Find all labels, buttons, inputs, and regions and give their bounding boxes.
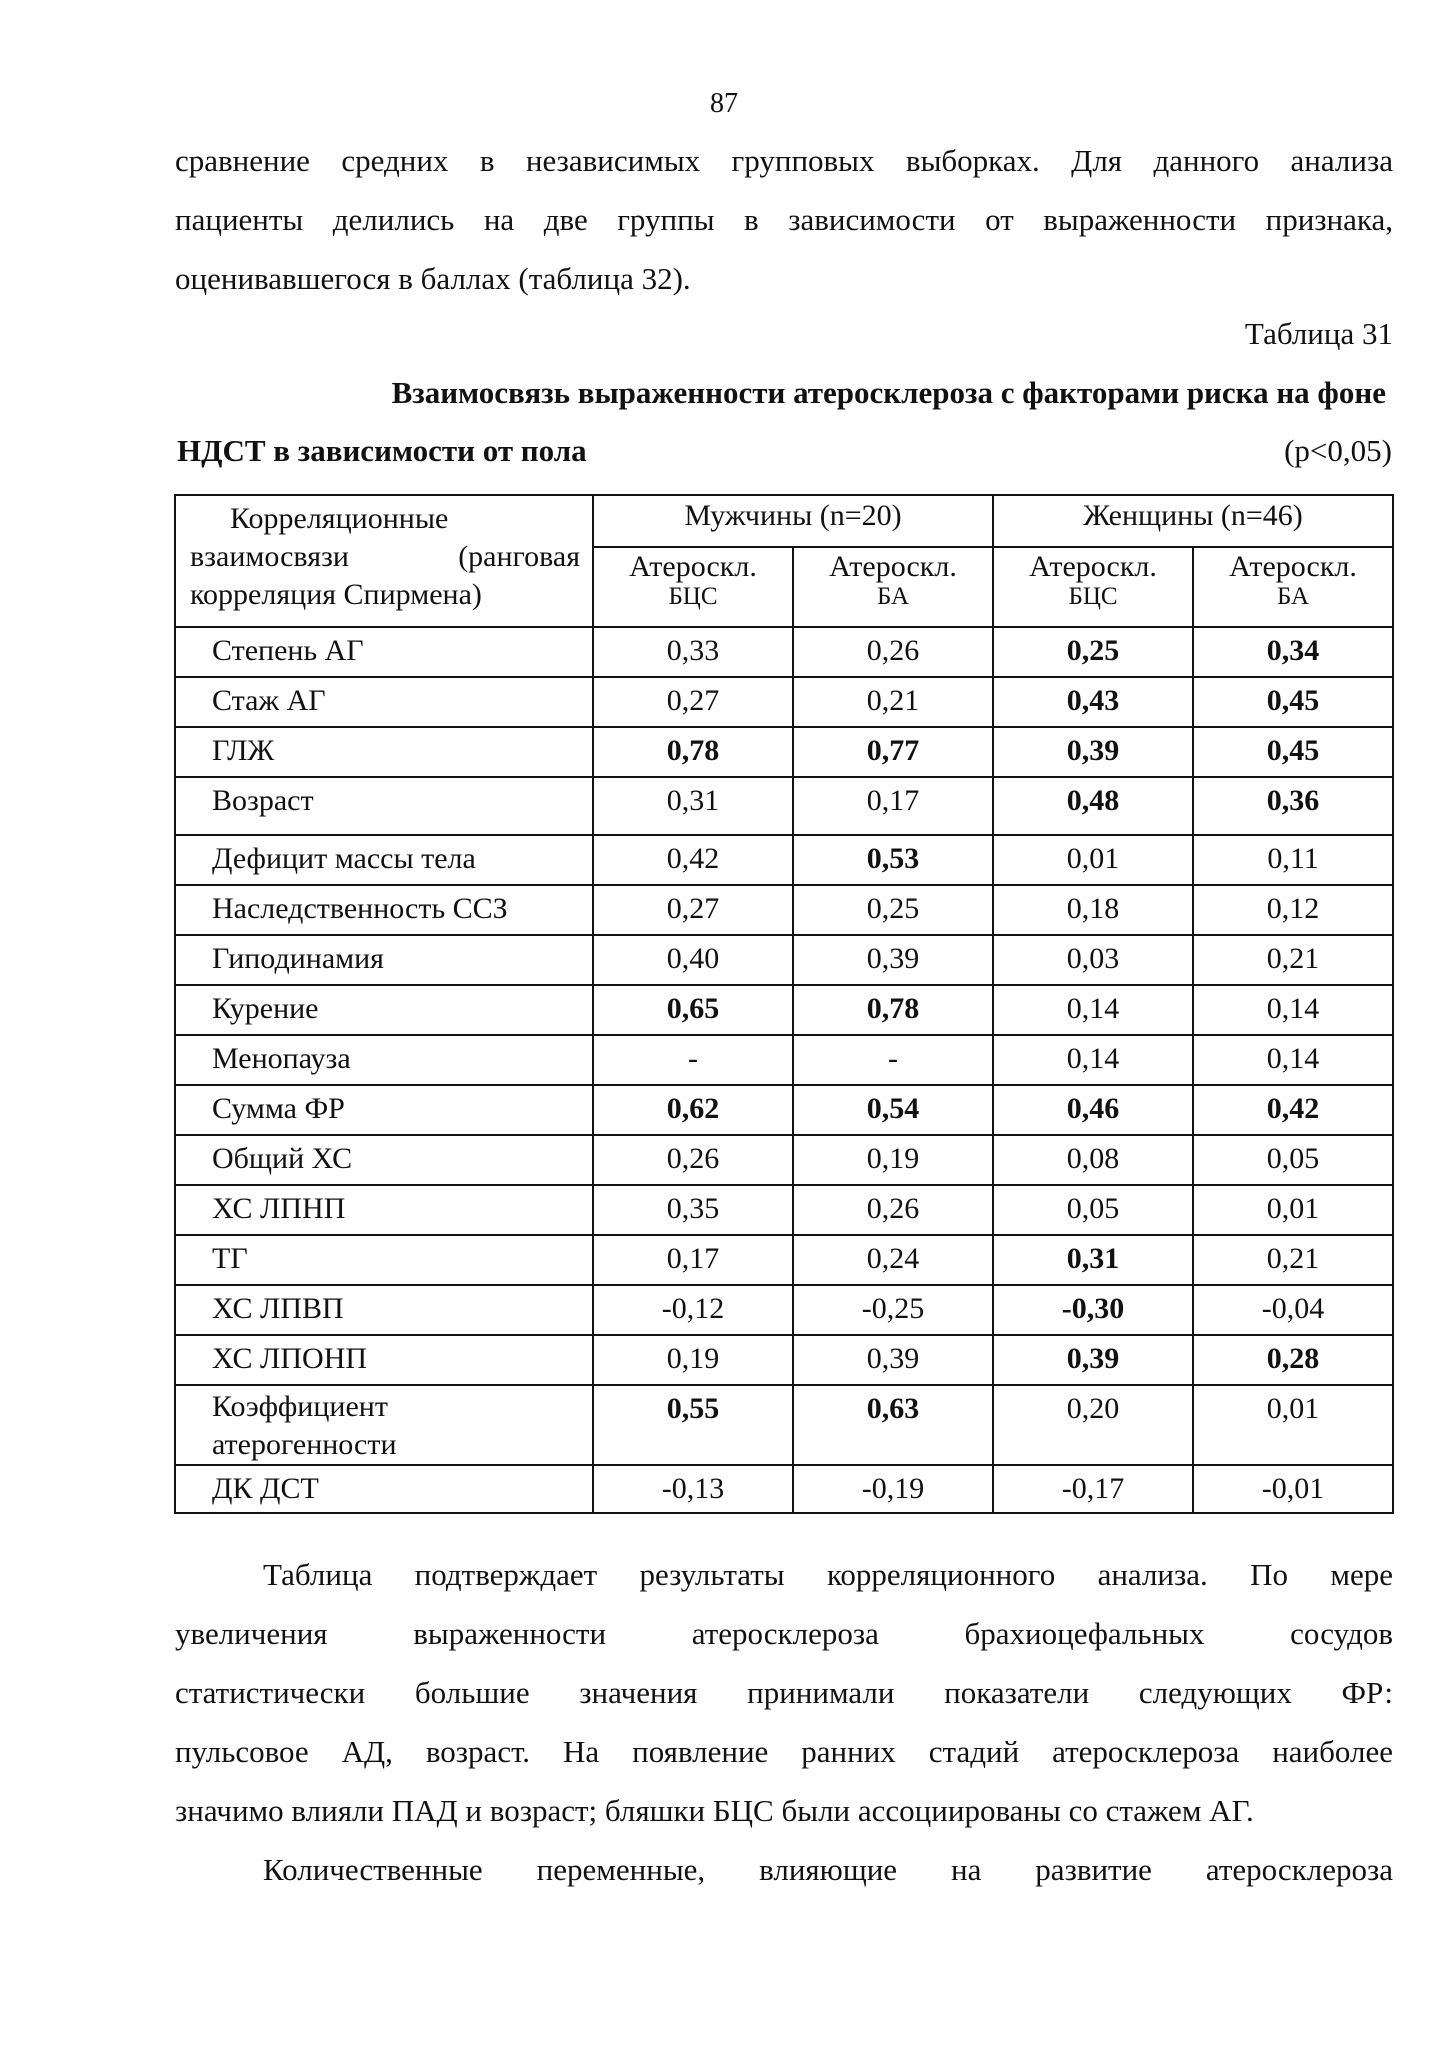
- value-cell: 0,33: [593, 627, 793, 677]
- column-header: Атероскл. БА: [1193, 547, 1393, 627]
- conclusion-line: статистически большие значения принимали показатели следующих ФР:: [175, 1675, 1393, 1710]
- table-row: [175, 1285, 1393, 1335]
- group-header-women: Женщины (n=46): [993, 495, 1393, 547]
- value-cell: 0,20: [993, 1385, 1193, 1465]
- group-header-men: Мужчины (n=20): [593, 495, 993, 547]
- intro-line: оценивавшегося в баллах (таблица 32).: [175, 261, 691, 296]
- value-cell: -0,12: [593, 1285, 793, 1335]
- header-label: Корреляционные: [230, 502, 449, 535]
- value-cell: 0,27: [593, 677, 793, 727]
- value-cell: 0,01: [993, 835, 1193, 885]
- row-label: ГЛЖ: [175, 727, 593, 777]
- value-cell: 0,14: [993, 1035, 1193, 1085]
- value-cell: 0,48: [993, 777, 1193, 835]
- value-cell: 0,26: [593, 1135, 793, 1185]
- value-cell: 0,35: [593, 1185, 793, 1235]
- value-cell: -0,01: [1193, 1465, 1393, 1513]
- row-label: ТГ: [175, 1235, 593, 1285]
- table-row: [175, 885, 1393, 935]
- row-label: Коэффициент атерогенности: [175, 1385, 593, 1465]
- header-label: взаимосвязи (ранговая: [190, 540, 580, 573]
- table-row: [175, 777, 1393, 835]
- conclusion-paragraph: [175, 1545, 1393, 1899]
- value-cell: 0,26: [793, 627, 993, 677]
- value-cell: 0,40: [593, 935, 793, 985]
- value-cell: 0,05: [1193, 1135, 1393, 1185]
- value-cell: 0,53: [793, 835, 993, 885]
- table-row: [175, 1185, 1393, 1235]
- table-row: [175, 1465, 1393, 1513]
- value-cell: 0,17: [593, 1235, 793, 1285]
- intro-line: пациенты делились на две группы в зависимости от выраженности признака,: [175, 202, 1393, 237]
- value-cell: 0,39: [793, 1335, 993, 1385]
- value-cell: 0,42: [1193, 1085, 1393, 1135]
- row-label: Курение: [175, 985, 593, 1035]
- intro-line: сравнение средних в независимых групповых выборках. Для данного анализа: [175, 143, 1393, 178]
- value-cell: 0,26: [793, 1185, 993, 1235]
- value-cell: 0,65: [593, 985, 793, 1035]
- value-cell: 0,45: [1193, 677, 1393, 727]
- value-cell: 0,25: [993, 627, 1193, 677]
- value-cell: 0,46: [993, 1085, 1193, 1135]
- value-cell: 0,19: [593, 1335, 793, 1385]
- value-cell: 0,43: [993, 677, 1193, 727]
- value-cell: 0,28: [1193, 1335, 1393, 1385]
- value-cell: 0,01: [1193, 1185, 1393, 1235]
- row-label: Менопауза: [175, 1035, 593, 1085]
- column-header: Атероскл. БЦС: [993, 547, 1193, 627]
- row-label: ДК ДСТ: [175, 1465, 593, 1513]
- table-row: [175, 1085, 1393, 1135]
- value-cell: 0,24: [793, 1235, 993, 1285]
- header-label-cell: [175, 495, 593, 627]
- table-title-continued: НДСТ в зависимости от пола: [177, 433, 587, 468]
- value-cell: 0,77: [793, 727, 993, 777]
- table-row: [175, 835, 1393, 885]
- column-header: Атероскл. БЦС: [593, 547, 793, 627]
- p-value-note: (p<0,05): [1284, 433, 1392, 468]
- value-cell: 0,78: [793, 985, 993, 1035]
- value-cell: 0,78: [593, 727, 793, 777]
- row-label: Наследственность ССЗ: [175, 885, 593, 935]
- conclusion-line: Таблица подтверждает результаты корреляционного анализа. По мере: [263, 1557, 1393, 1592]
- header-label: корреляция Спирмена): [190, 578, 482, 611]
- value-cell: 0,12: [1193, 885, 1393, 935]
- value-cell: 0,25: [793, 885, 993, 935]
- value-cell: 0,31: [993, 1235, 1193, 1285]
- value-cell: 0,11: [1193, 835, 1393, 885]
- value-cell: -0,19: [793, 1465, 993, 1513]
- value-cell: 0,21: [793, 677, 993, 727]
- value-cell: 0,36: [1193, 777, 1393, 835]
- table-row: [175, 627, 1393, 677]
- value-cell: 0,01: [1193, 1385, 1393, 1465]
- value-cell: 0,39: [793, 935, 993, 985]
- row-label: Возраст: [175, 777, 593, 835]
- value-cell: -0,25: [793, 1285, 993, 1335]
- value-cell: 0,08: [993, 1135, 1193, 1185]
- value-cell: 0,05: [993, 1185, 1193, 1235]
- conclusion-line: Количественные переменные, влияющие на развитие атеросклероза: [263, 1852, 1393, 1887]
- value-cell: 0,45: [1193, 727, 1393, 777]
- value-cell: 0,14: [1193, 985, 1393, 1035]
- row-label: Сумма ФР: [175, 1085, 593, 1135]
- table-row: [175, 677, 1393, 727]
- table-row: [175, 935, 1393, 985]
- value-cell: 0,17: [793, 777, 993, 835]
- value-cell: 0,62: [593, 1085, 793, 1135]
- value-cell: 0,14: [993, 985, 1193, 1035]
- row-label: ХС ЛПОНП: [175, 1335, 593, 1385]
- table-row: [175, 727, 1393, 777]
- table-row: [175, 1035, 1393, 1085]
- value-cell: 0,34: [1193, 627, 1393, 677]
- table-row: [175, 1335, 1393, 1385]
- value-cell: 0,42: [593, 835, 793, 885]
- conclusion-line: значимо влияли ПАД и возраст; бляшки БЦС были ассоциированы со стажем АГ.: [175, 1793, 1254, 1828]
- table-label: Таблица 31: [1244, 316, 1393, 351]
- page-number: 87: [710, 88, 738, 119]
- row-label: ХС ЛПНП: [175, 1185, 593, 1235]
- table-row: [175, 1135, 1393, 1185]
- value-cell: -0,30: [993, 1285, 1193, 1335]
- value-cell: 0,31: [593, 777, 793, 835]
- value-cell: 0,39: [993, 1335, 1193, 1385]
- row-label: Степень АГ: [175, 627, 593, 677]
- value-cell: 0,18: [993, 885, 1193, 935]
- conclusion-line: пульсовое АД, возраст. На появление ранних стадий атеросклероза наиболее: [175, 1734, 1393, 1769]
- correlation-table: [174, 494, 1394, 1514]
- value-cell: 0,21: [1193, 1235, 1393, 1285]
- row-label: Стаж АГ: [175, 677, 593, 727]
- value-cell: 0,19: [793, 1135, 993, 1185]
- value-cell: 0,54: [793, 1085, 993, 1135]
- value-cell: -0,17: [993, 1465, 1193, 1513]
- table-row: [175, 1235, 1393, 1285]
- row-label: Гиподинамия: [175, 935, 593, 985]
- table-title: Взаимосвязь выраженности атеросклероза с факторами риска на фоне: [391, 375, 1386, 410]
- table-row: [175, 985, 1393, 1035]
- value-cell: 0,55: [593, 1385, 793, 1465]
- value-cell: -: [593, 1035, 793, 1085]
- intro-paragraph: [175, 131, 1393, 308]
- value-cell: 0,39: [993, 727, 1193, 777]
- value-cell: 0,63: [793, 1385, 993, 1465]
- value-cell: -0,04: [1193, 1285, 1393, 1335]
- value-cell: -0,13: [593, 1465, 793, 1513]
- table-row: [175, 1385, 1393, 1465]
- row-label: Дефицит массы тела: [175, 835, 593, 885]
- value-cell: 0,21: [1193, 935, 1393, 985]
- value-cell: 0,03: [993, 935, 1193, 985]
- value-cell: 0,14: [1193, 1035, 1393, 1085]
- row-label: ХС ЛПВП: [175, 1285, 593, 1335]
- value-cell: 0,27: [593, 885, 793, 935]
- conclusion-line: увеличения выраженности атеросклероза брахиоцефальных сосудов: [175, 1616, 1393, 1651]
- value-cell: -: [793, 1035, 993, 1085]
- column-header: Атероскл. БА: [793, 547, 993, 627]
- row-label: Общий ХС: [175, 1135, 593, 1185]
